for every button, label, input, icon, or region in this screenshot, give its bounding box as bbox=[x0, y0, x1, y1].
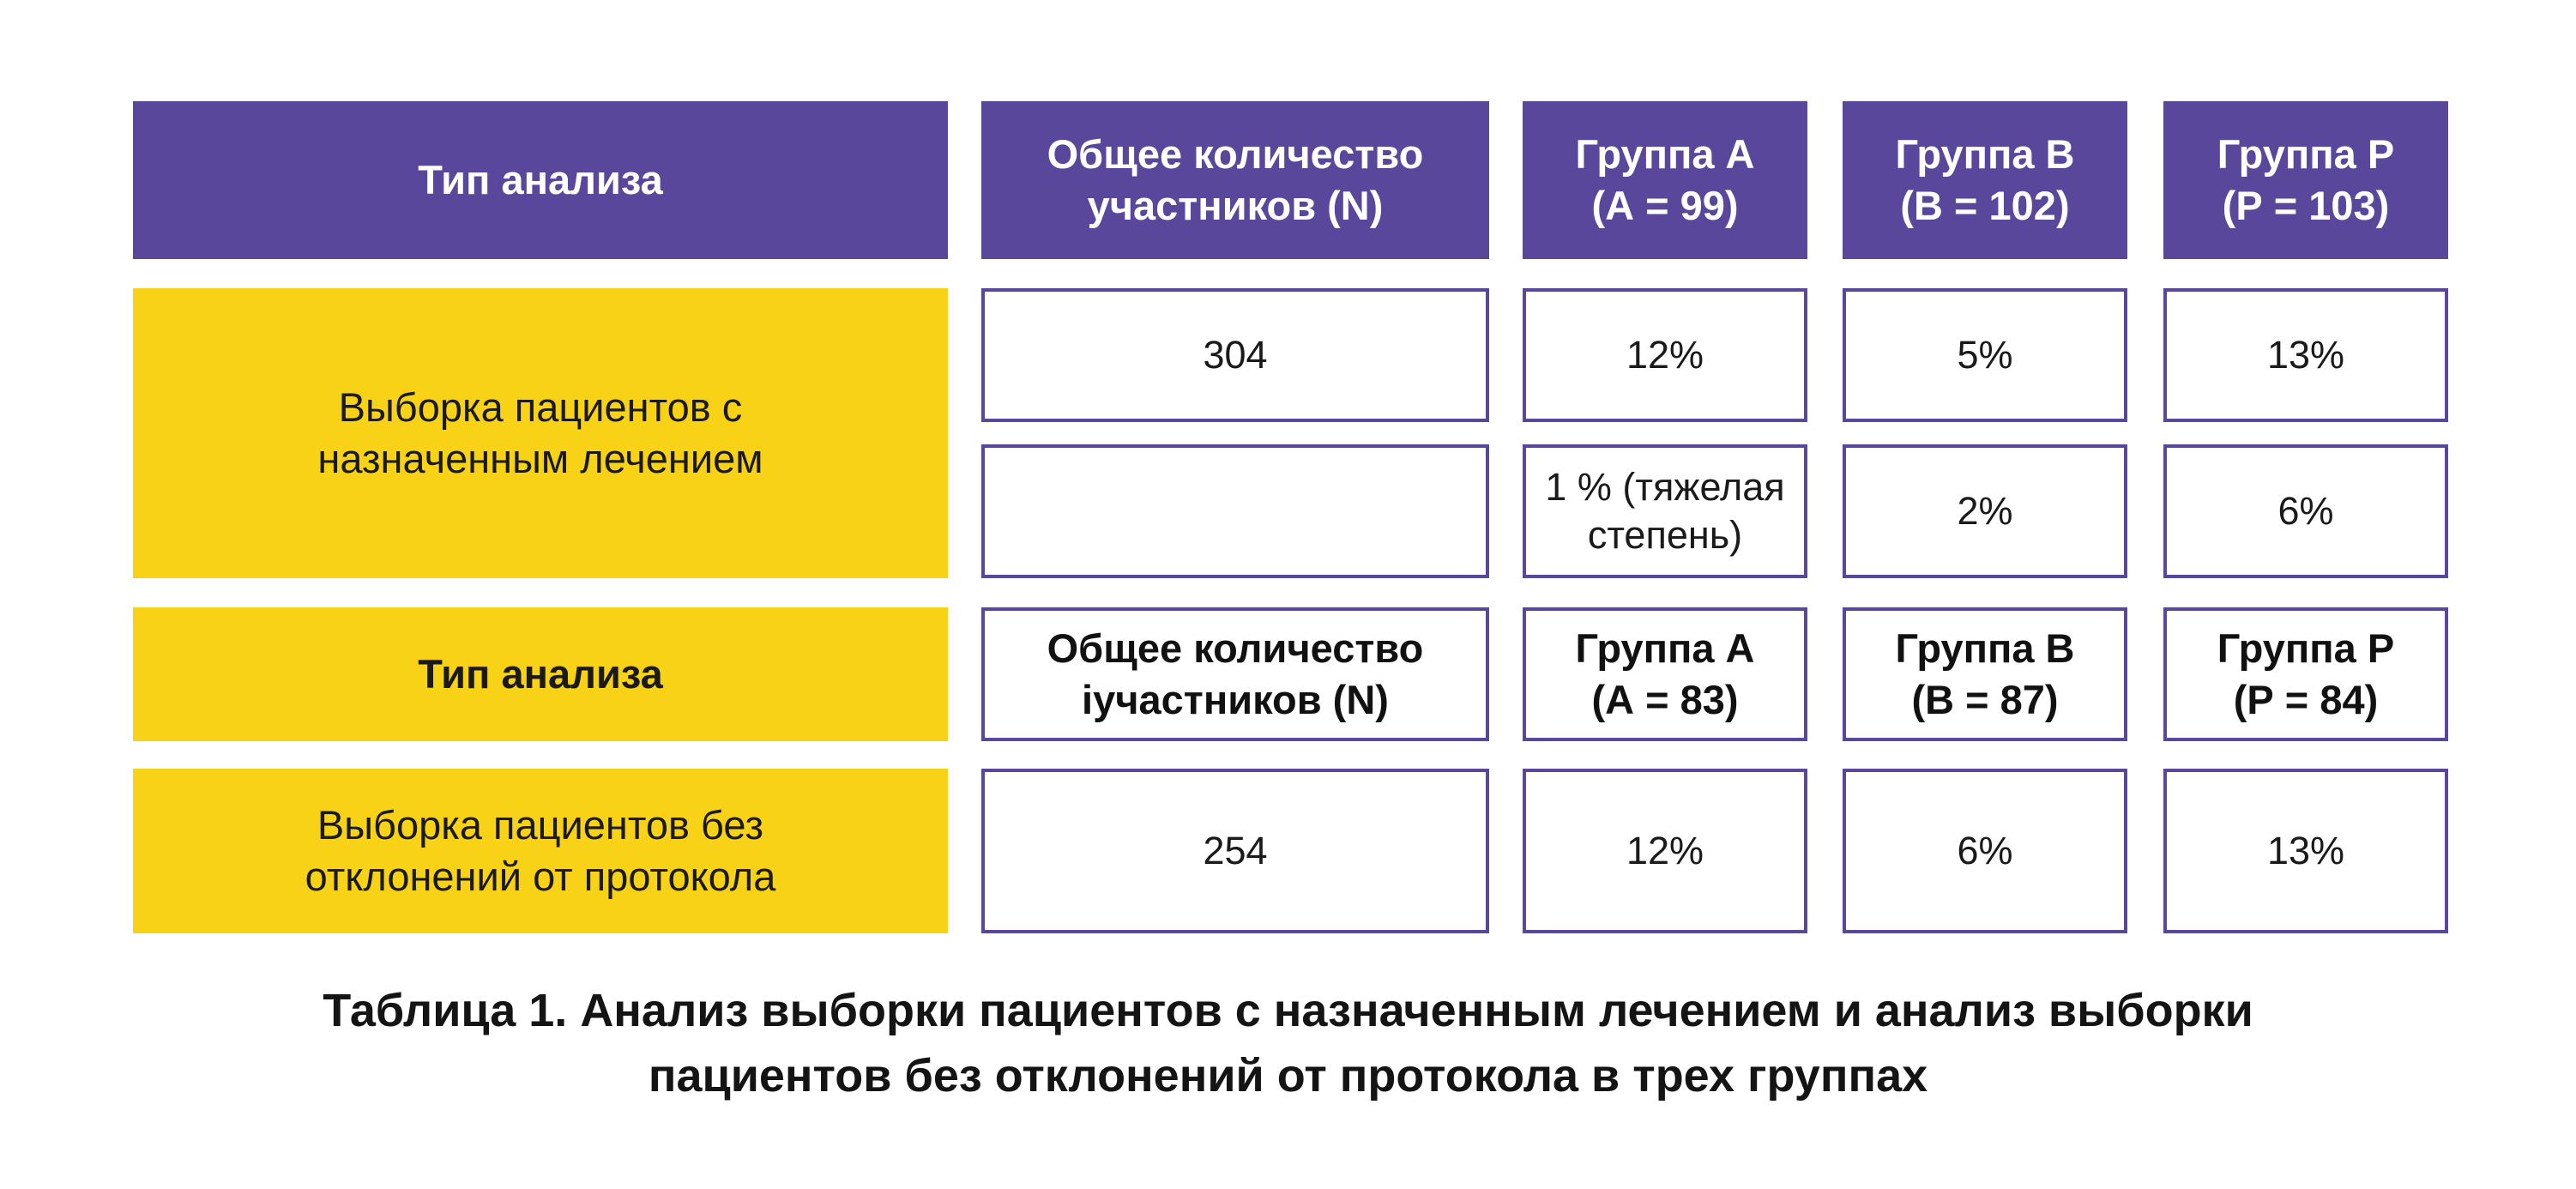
subheader-group-b-cell: Группа В (В = 87) bbox=[1843, 607, 2127, 741]
header-type-cell: Тип анализа bbox=[133, 101, 948, 259]
pp-group-b-cell: 6% bbox=[1843, 769, 2127, 933]
itt-row2-group-a-cell: 1 % (тяжелая степень) bbox=[1523, 444, 1807, 578]
itt-row2-group-p-cell: 6% bbox=[2163, 444, 2448, 578]
header-group-p-cell: Группа Р (Р = 103) bbox=[2163, 101, 2448, 259]
subheader-total-cell: Общее количество iучастников (N) bbox=[981, 607, 1489, 741]
header-total-cell: Общее количество участников (N) bbox=[981, 101, 1489, 259]
table-caption: Таблица 1. Анализ выборки пациентов с назначенным лечением и анализ выборки пациентов без отклонений от протокола в трех группах bbox=[323, 985, 2253, 1101]
subheader-group-p-cell: Группа Р (Р = 84) bbox=[2163, 607, 2448, 741]
pp-total-cell: 254 bbox=[981, 769, 1489, 933]
pp-label-cell: Выборка пациентов без отклонений от протокола bbox=[133, 769, 948, 933]
header-group-a-cell: Группа А (А = 99) bbox=[1523, 101, 1807, 259]
itt-row1-group-p-cell: 13% bbox=[2163, 288, 2448, 422]
pp-group-p-cell: 13% bbox=[2163, 769, 2448, 933]
pp-group-a-cell: 12% bbox=[1523, 769, 1807, 933]
itt-row1-total-cell: 304 bbox=[981, 288, 1489, 422]
itt-row2-total-cell bbox=[981, 444, 1489, 578]
itt-row1-group-a-cell: 12% bbox=[1523, 288, 1807, 422]
itt-row2-group-b-cell: 2% bbox=[1843, 444, 2127, 578]
itt-label-cell: Выборка пациентов с назначенным лечением bbox=[133, 288, 948, 578]
subheader-type-cell: Тип анализа bbox=[133, 607, 948, 741]
itt-row1-group-b-cell: 5% bbox=[1843, 288, 2127, 422]
subheader-group-a-cell: Группа А (А = 83) bbox=[1523, 607, 1807, 741]
header-group-b-cell: Группа В (В = 102) bbox=[1843, 101, 2127, 259]
